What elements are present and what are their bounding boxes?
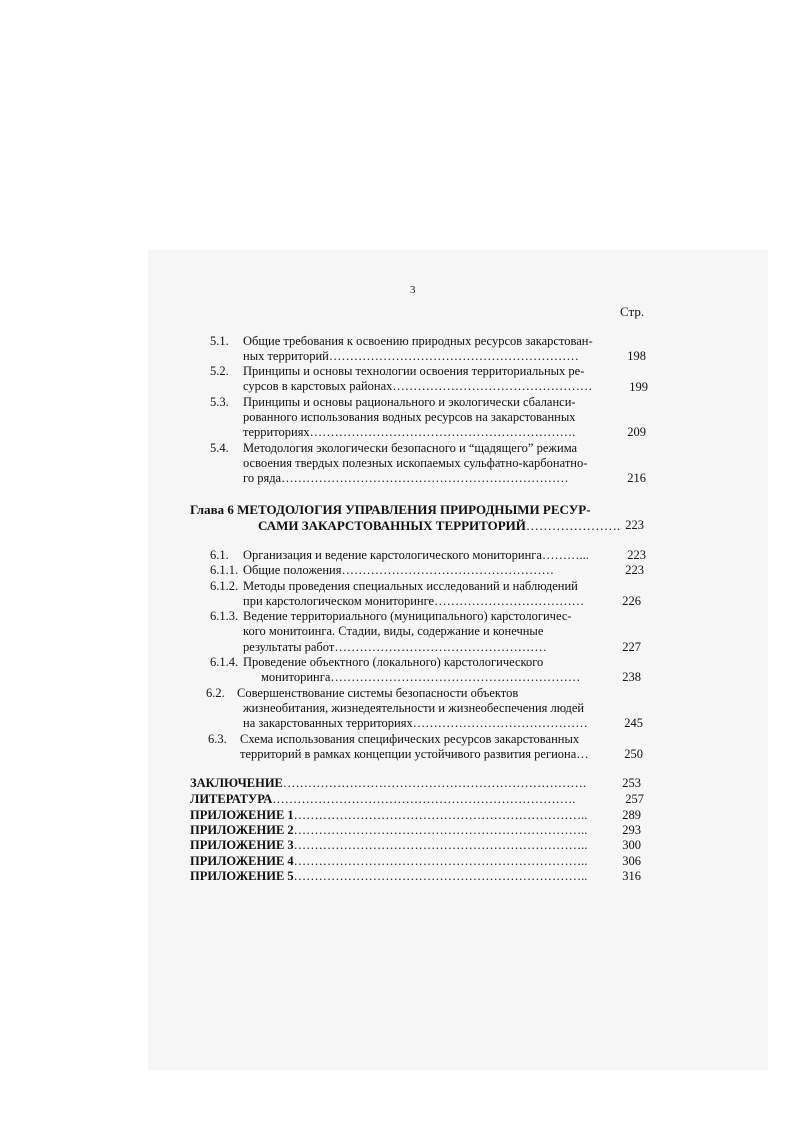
- entry-title-text: ПРИЛОЖЕНИЕ 4: [190, 854, 294, 868]
- entry-title-line: территориях……………………………………………………….: [243, 425, 576, 439]
- entry-leader-dots: ……………………………………………………………..: [293, 808, 588, 822]
- entry-page: 238: [622, 670, 641, 684]
- entry-number: 5.2.: [210, 364, 229, 378]
- entry-page: 257: [625, 792, 644, 806]
- entry-title-line: при карстологическом мониторинге………………………………: [243, 594, 585, 608]
- entry-title-line: ных территорий……………………………………………………: [243, 349, 579, 363]
- entry-title-line: на закарстованных территориях……………………………………: [243, 716, 588, 730]
- entry-page: 216: [627, 471, 646, 485]
- entry-title-line: Методы проведения специальных исследований и наблюдений: [243, 579, 578, 593]
- entry-number: 6.1.2.: [210, 579, 239, 593]
- entry-title-text: ЗАКЛЮЧЕНИЕ: [190, 776, 283, 790]
- entry-title-line: [190, 776, 586, 791]
- entry-number: 6.1.1.: [210, 563, 239, 577]
- entry-page: 198: [627, 349, 646, 363]
- chapter-title-text: САМИ ЗАКАРСТОВАННЫХ ТЕРРИТОРИЙ: [258, 518, 526, 533]
- entry-title-line: Совершенствование системы безопасности объектов: [237, 686, 519, 700]
- entry-title-line: жизнеобитания, жизнедеятельности и жизнеобеспечения людей: [243, 701, 585, 715]
- entry-page: 223: [625, 563, 644, 577]
- entry-leader-dots: ……………………………………………………………….: [272, 792, 576, 806]
- entry-page: 253: [622, 776, 641, 790]
- entry-page: 293: [622, 823, 641, 837]
- entry-page: 209: [627, 425, 646, 439]
- entry-title-line: мониторинга……………………………………………………: [261, 670, 581, 684]
- entry-number: 6.1.3.: [210, 609, 239, 623]
- entry-title-text: ПРИЛОЖЕНИЕ 1: [190, 808, 294, 822]
- entry-title-line: кого монитоинга. Стадии, виды, содержание и конечные: [243, 624, 544, 638]
- entry-number: 6.3.: [208, 732, 227, 746]
- entry-page: 227: [622, 640, 641, 654]
- chapter-title-line: Глава 6 МЕТОДОЛОГИЯ УПРАВЛЕНИЯ ПРИРОДНЫМИ РЕСУР-: [190, 502, 591, 517]
- entry-leader-dots: ……………………………………………………………..: [293, 854, 588, 868]
- entry-leader-dots: ……………………………………………………………….: [282, 776, 587, 790]
- entry-page: 226: [622, 594, 641, 608]
- entry-number: 6.1.4.: [210, 655, 239, 669]
- page-number: 3: [410, 284, 416, 296]
- entry-title-line: Ведение территориального (муниципального) карстологичес-: [243, 609, 572, 623]
- entry-title-text: ПРИЛОЖЕНИЕ 2: [190, 823, 294, 837]
- entry-title-line: освоения твердых полезных ископаемых сульфатно-карбонатно-: [243, 456, 588, 470]
- entry-title-line: [190, 808, 587, 823]
- pages-column-header: Стр.: [620, 304, 645, 319]
- entry-page: 250: [624, 747, 643, 761]
- entry-page: 245: [624, 716, 643, 730]
- entry-title-line: территорий в рамках концепции устойчивого развития региона…: [240, 747, 589, 761]
- entry-title-line: [190, 869, 587, 884]
- entry-number: 6.1.: [210, 548, 229, 562]
- entry-number: 5.4.: [210, 441, 229, 455]
- entry-title-line: Методология экологически безопасного и “щадящего” режима: [243, 441, 578, 455]
- entry-title-line: [190, 823, 587, 838]
- entry-title-text: ПРИЛОЖЕНИЕ 5: [190, 869, 294, 883]
- entry-title-line: рованного использования водных ресурсов на закарстованных: [243, 410, 576, 424]
- entry-title-line: Общие положения……………………………………………: [243, 563, 554, 577]
- entry-leader-dots: ……………………………………………………………..: [293, 869, 588, 883]
- entry-number: 5.1.: [210, 334, 229, 348]
- chapter-page: 223: [625, 518, 644, 532]
- entry-page: 306: [622, 854, 641, 868]
- chapter-title-line: [258, 518, 620, 533]
- entry-title-line: [190, 792, 575, 807]
- chapter-leader-dots: ………………….: [525, 518, 621, 533]
- entry-number: 6.2.: [206, 686, 225, 700]
- entry-title-line: сурсов в карстовых районах…………………………………………: [243, 379, 593, 393]
- entry-page: 199: [629, 380, 648, 394]
- entry-title-text: ЛИТЕРАТУРА: [190, 792, 273, 806]
- entry-title-line: Общие требования к освоению природных ресурсов закарстован-: [243, 334, 593, 348]
- entry-page: 289: [622, 808, 641, 822]
- entry-title-line: результаты работ……………………………………………: [243, 640, 547, 654]
- entry-number: 5.3.: [210, 395, 229, 409]
- entry-title-line: Принципы и основы рационального и экологически сбаланси-: [243, 395, 576, 409]
- entry-leader-dots: ……………………………………………………………..: [293, 838, 588, 852]
- entry-page: 223: [627, 548, 646, 562]
- entry-page: 300: [622, 838, 641, 852]
- entry-title-line: [190, 838, 587, 853]
- entry-title-text: ПРИЛОЖЕНИЕ 3: [190, 838, 294, 852]
- entry-title-line: [190, 854, 587, 869]
- entry-title-line: го ряда……………………………………………………………: [243, 471, 569, 485]
- entry-title-line: Проведение объектного (локального) карстологического: [243, 655, 544, 669]
- entry-title-line: Схема использования специфических ресурсов закарстованных: [240, 732, 580, 746]
- entry-title-line: Организация и ведение карстологического мониторинга………...: [243, 548, 589, 562]
- entry-page: 316: [622, 869, 641, 883]
- entry-leader-dots: ……………………………………………………………..: [293, 823, 588, 837]
- entry-title-line: Принципы и основы технологии освоения территориальных ре-: [243, 364, 585, 378]
